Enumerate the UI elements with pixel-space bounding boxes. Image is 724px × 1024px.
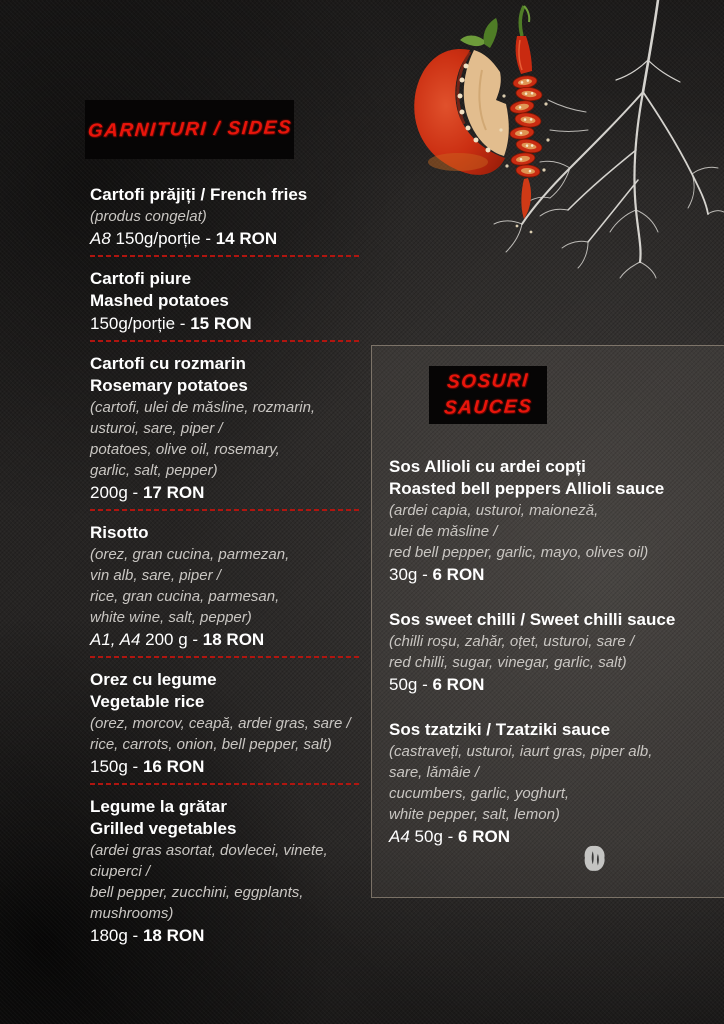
item-ingredient-line: (chilli roșu, zahăr, oțet, usturoi, sare / bbox=[389, 633, 635, 650]
menu-item bbox=[389, 456, 719, 587]
item-title bbox=[90, 353, 368, 397]
item-price-line bbox=[389, 825, 719, 849]
sides-list bbox=[90, 184, 368, 950]
item-weight: 50g - bbox=[414, 827, 459, 846]
item-ingredient-line: mushrooms) bbox=[90, 905, 174, 922]
item-ingredient-line: vin alb, sare, piper / bbox=[90, 567, 221, 584]
item-ingredients bbox=[389, 631, 719, 673]
item-ingredient-line: rice, gran cucina, parmesan, bbox=[90, 588, 280, 605]
item-title-line: Grilled vegetables bbox=[90, 819, 237, 838]
item-title bbox=[389, 456, 719, 500]
item-allergens: A8 bbox=[90, 229, 116, 248]
menu-item bbox=[90, 522, 368, 652]
item-price: 15 RON bbox=[190, 314, 252, 333]
sides-header-label: GARNITURI / SIDES bbox=[86, 116, 293, 142]
item-price-line bbox=[90, 755, 368, 779]
item-ingredients bbox=[389, 500, 719, 563]
item-title bbox=[90, 669, 368, 713]
red-dashed-separator bbox=[90, 783, 362, 785]
item-price: 6 RON bbox=[458, 827, 510, 846]
item-price-line bbox=[90, 227, 368, 251]
menu-item bbox=[90, 353, 368, 505]
menu-item bbox=[389, 719, 719, 849]
sauces-header-line1: SOSURI bbox=[446, 370, 530, 393]
menu-item bbox=[90, 184, 368, 251]
item-price: 18 RON bbox=[142, 926, 205, 945]
pepper-chili-dill-illustration bbox=[400, 0, 724, 280]
item-title-line: Vegetable rice bbox=[90, 692, 205, 711]
item-weight: 150g/porție - bbox=[115, 229, 216, 248]
item-price-line bbox=[389, 563, 719, 587]
item-ingredient-line: white wine, salt, pepper) bbox=[90, 609, 252, 626]
sauces-header-line2: SAUCES bbox=[443, 396, 533, 419]
red-dashed-separator bbox=[90, 509, 362, 511]
item-ingredient-line: (ardei gras asortat, dovlecei, vinete, bbox=[90, 842, 328, 859]
item-ingredients bbox=[389, 741, 719, 825]
item-title-line: Cartofi prăjiți / French fries bbox=[90, 185, 308, 204]
item-ingredient-line: rice, carrots, onion, bell pepper, salt) bbox=[90, 736, 332, 753]
item-title-line: Rosemary potatoes bbox=[90, 376, 248, 395]
item-ingredient-line: white pepper, salt, lemon) bbox=[389, 806, 560, 823]
bell-pepper-icon bbox=[414, 18, 509, 175]
item-title-line: Orez cu legume bbox=[90, 670, 217, 689]
item-title-line: Sos sweet chilli / Sweet chilli sauce bbox=[389, 610, 676, 629]
item-allergens: A1, A4 bbox=[90, 630, 146, 649]
item-weight: 150g/porție - bbox=[90, 314, 191, 333]
item-title bbox=[389, 719, 719, 741]
item-title-line: Legume la grătar bbox=[90, 797, 227, 816]
menu-item bbox=[389, 609, 719, 697]
item-ingredient-line: (orez, gran cucina, parmezan, bbox=[90, 546, 290, 563]
item-price: 16 RON bbox=[142, 757, 205, 776]
item-ingredient-line: cucumbers, garlic, yoghurt, bbox=[389, 785, 570, 802]
item-ingredient-line: ulei de măsline / bbox=[389, 523, 498, 540]
item-ingredient-line: red bell pepper, garlic, mayo, olives oil) bbox=[389, 544, 649, 561]
item-ingredient-line: garlic, salt, pepper) bbox=[90, 462, 218, 479]
item-ingredient-line: red chilli, sugar, vinegar, garlic, salt) bbox=[389, 654, 627, 671]
item-weight: 150g - bbox=[90, 757, 143, 776]
red-dashed-separator bbox=[90, 340, 362, 342]
item-ingredient-line: ciuperci / bbox=[90, 863, 151, 880]
sauces-list bbox=[389, 456, 719, 871]
item-ingredients bbox=[90, 713, 368, 755]
item-price-line bbox=[389, 673, 719, 697]
item-title-line: Sos Allioli cu ardei copți bbox=[389, 457, 586, 476]
item-ingredient-line: (produs congelat) bbox=[90, 208, 207, 225]
red-dashed-separator bbox=[90, 656, 362, 658]
item-ingredient-line: (ardei capia, usturoi, maioneză, bbox=[389, 502, 599, 519]
item-price: 6 RON bbox=[432, 565, 485, 584]
item-title-line: Cartofi cu rozmarin bbox=[90, 354, 246, 373]
item-title bbox=[90, 268, 368, 312]
item-ingredient-line: potatoes, olive oil, rosemary, bbox=[90, 441, 280, 458]
item-weight: 200 g - bbox=[145, 630, 203, 649]
item-price-line bbox=[90, 924, 368, 948]
sauces-header bbox=[429, 366, 547, 424]
item-title bbox=[389, 609, 719, 631]
item-ingredients bbox=[90, 840, 368, 924]
item-ingredient-line: usturoi, sare, piper / bbox=[90, 420, 223, 437]
item-ingredient-line: bell pepper, zucchini, eggplants, bbox=[90, 884, 304, 901]
item-price: 18 RON bbox=[202, 630, 265, 649]
item-price: 6 RON bbox=[432, 675, 485, 694]
item-title bbox=[90, 796, 368, 840]
item-title bbox=[90, 522, 368, 544]
menu-item bbox=[90, 796, 368, 948]
sides-header bbox=[85, 100, 294, 159]
item-price-line bbox=[90, 481, 368, 505]
item-price-line bbox=[90, 312, 368, 336]
item-title-line: Risotto bbox=[90, 523, 149, 542]
item-ingredients bbox=[90, 206, 368, 227]
item-weight: 50g - bbox=[389, 675, 433, 694]
item-ingredient-line: sare, lămâie / bbox=[389, 764, 480, 781]
item-allergens: A4 bbox=[389, 827, 415, 846]
menu-item bbox=[90, 268, 368, 336]
item-weight: 30g - bbox=[389, 565, 433, 584]
item-ingredient-line: (castraveți, usturoi, iaurt gras, piper alb, bbox=[389, 743, 653, 760]
item-weight: 200g - bbox=[90, 483, 143, 502]
item-ingredients bbox=[90, 544, 368, 628]
item-title-line: Sos tzatziki / Tzatziki sauce bbox=[389, 720, 611, 739]
item-ingredient-line: (orez, morcov, ceapă, ardei gras, sare / bbox=[90, 715, 351, 732]
menu-item bbox=[90, 669, 368, 779]
item-title-line: Cartofi piure bbox=[90, 269, 192, 288]
item-title-line: Mashed potatoes bbox=[90, 291, 229, 310]
item-price-line bbox=[90, 628, 368, 652]
item-title bbox=[90, 184, 368, 206]
garlic-stamp-icon bbox=[581, 843, 607, 875]
item-price: 17 RON bbox=[142, 483, 205, 502]
item-price: 14 RON bbox=[215, 229, 278, 248]
item-ingredients bbox=[90, 397, 368, 481]
sauces-panel bbox=[371, 345, 724, 898]
item-title-line: Roasted bell peppers Allioli sauce bbox=[389, 479, 665, 498]
item-ingredient-line: (cartofi, ulei de măsline, rozmarin, bbox=[90, 399, 316, 416]
item-weight: 180g - bbox=[90, 926, 143, 945]
red-dashed-separator bbox=[90, 255, 362, 257]
